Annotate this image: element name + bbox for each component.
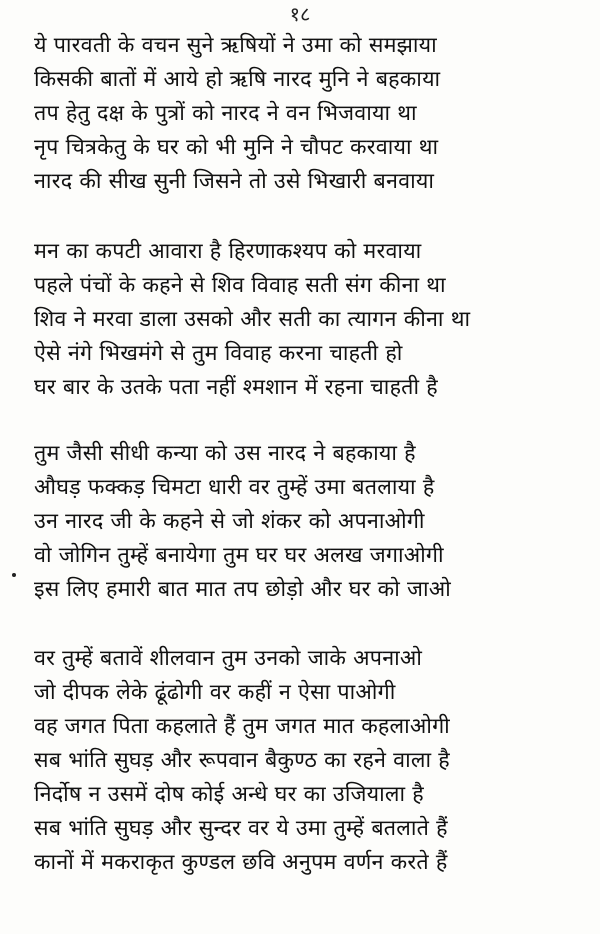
verse-line: सब भांति सुघड़ और रूपवान बैकुण्ठ का रहने वाला है: [34, 748, 450, 773]
verse-line: नृप चित्रकेतु के घर को भी मुनि ने चौपट करवाया था: [34, 135, 439, 160]
verse-line: वह जगत पिता कहलाते हैं तुम जगत मात कहलाओगी: [34, 714, 450, 739]
verse-line: घर बार के उतके पता नहीं श्मशान में रहना चाहती है: [34, 375, 438, 400]
verse-line: किसकी बातों में आये हो ऋषि नारद मुनि ने बहकाया: [34, 67, 441, 92]
verse-line: ये पारवती के वचन सुने ऋषियों ने उमा को समझाया: [34, 33, 437, 58]
stanza-1: [34, 29, 586, 199]
verse-line: औघड़ फक्कड़ चिमटा धारी वर तुम्हें उमा बतलाया है: [34, 475, 435, 500]
stanza-2: [34, 235, 586, 405]
verse-line: तुम जैसी सीधी कन्या को उस नारद ने बहकाया है: [34, 441, 416, 466]
ink-dot-mark: [12, 573, 16, 577]
verse-line: ऐसे नंगे भिखमंगे से तुम विवाह करना चाहती हो: [34, 341, 403, 366]
verse-line: इस लिए हमारी बात मात तप छोड़ो और घर को जाओ: [34, 577, 451, 602]
verse-line: सब भांति सुघड़ और सुन्दर वर ये उमा तुम्हें बतलाते हैं: [34, 816, 448, 841]
verse-line: कानों में मकराकृत कुण्डल छवि अनुपम वर्णन करते हैं: [34, 850, 448, 875]
verse-line: शिव ने मरवा डाला उसको और सती का त्यागन कीना था: [34, 307, 471, 332]
verse-line: नारद की सीख सुनी जिसने तो उसे भिखारी बनवाया: [34, 169, 435, 194]
page-number: १८: [289, 2, 311, 26]
verse-line: वर तुम्हें बतावें शीलवान तुम उनको जाके अपनाओ: [34, 646, 423, 671]
verse-line: पहले पंचों के कहने से शिव विवाह सती संग कीना था: [34, 273, 446, 298]
verse-line: वो जोगिन तुम्हें बनायेगा तुम घर घर अलख जगाओगी: [34, 543, 444, 568]
stanza-4: [34, 642, 586, 880]
verse-line: निर्दोष न उसमें दोष कोई अन्धे घर का उजियाला है: [34, 782, 424, 807]
verse-line: मन का कपटी आवारा है हिरणाकश्यप को मरवाया: [34, 239, 422, 264]
stanza-3: [34, 437, 586, 607]
verse-line: तप हेतु दक्ष के पुत्रों को नारद ने वन भिजवाया था: [34, 101, 417, 126]
verse-line: जो दीपक लेके ढूंढोगी वर कहीं न ऐसा पाओगी: [34, 680, 396, 705]
verse-line: उन नारद जी के कहने से जो शंकर को अपनाओगी: [34, 509, 425, 534]
